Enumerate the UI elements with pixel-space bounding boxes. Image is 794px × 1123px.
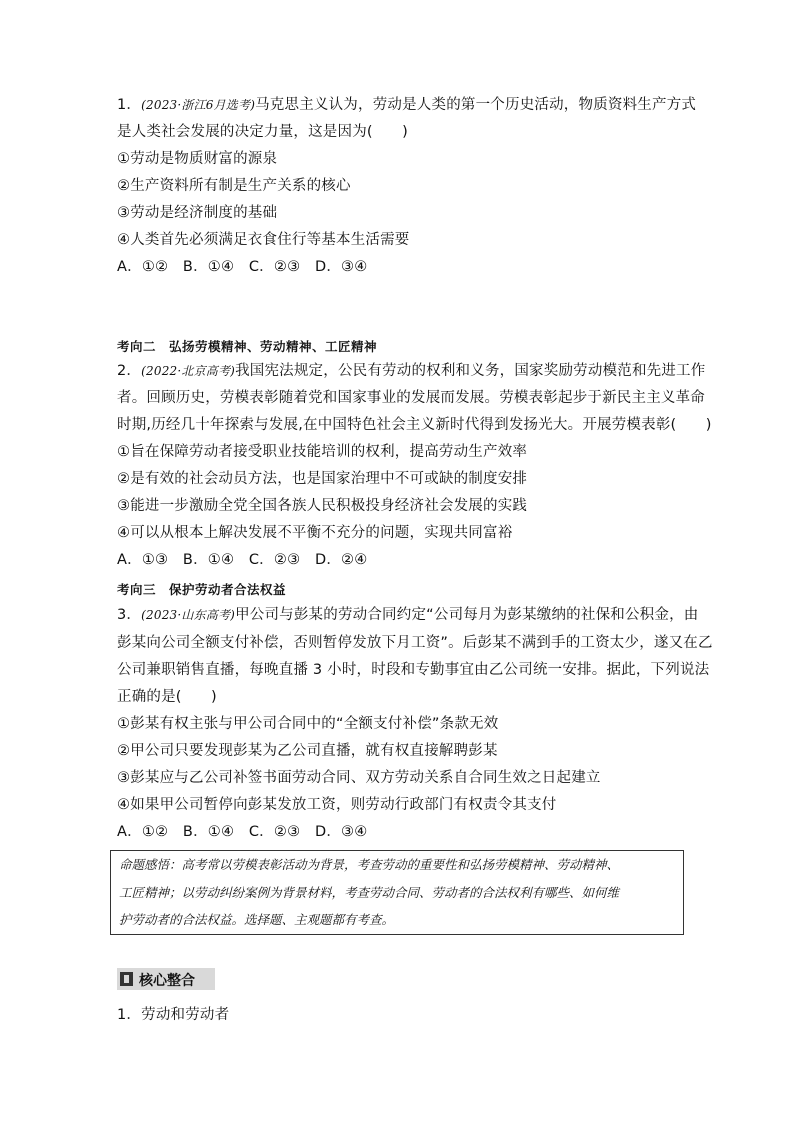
q2-stem-1: 我国宪法规定，公民有劳动的权利和义务，国家奖励劳动模范和先进工作	[235, 363, 706, 379]
item-1-heading: 1．劳动和劳动者	[117, 1007, 230, 1023]
q2-choices: A．①③ B．①④ C．②③ D．②④	[117, 552, 368, 568]
core-integration-label: 核心整合	[139, 973, 195, 989]
q3-option-3: ③彭某应与乙公司补签书面劳动合同、双方劳动关系自合同生效之日起建立	[117, 770, 601, 786]
q3-number: 3．	[117, 607, 142, 623]
q1-option-4: ④人类首先必须满足衣食住行等基本生活需要	[117, 232, 410, 248]
q2-option-3: ③能进一步激励全党全国各族人民积极投身经济社会发展的实践	[117, 498, 528, 514]
q1-option-3: ③劳动是经济制度的基础	[117, 205, 278, 221]
q3-stem-1: 甲公司与彭某的劳动合同约定“公司每月为彭某缴纳的社保和公积金，由	[235, 607, 699, 623]
q3-stem-line-2: 彭某向公司全额支付补偿，否则暂停发放下月工资”。后彭某不满到手的工资太少，遂又在乙	[117, 635, 713, 651]
q3-option-4: ④如果甲公司暂停向彭某发放工资，则劳动行政部门有权责令其支付	[117, 797, 557, 813]
q2-option-1: ①旨在保障劳动者接受职业技能培训的权利，提高劳动生产效率	[117, 444, 528, 460]
q3-option-2: ②甲公司只要发现彭某为乙公司直播，就有权直接解聘彭某	[117, 743, 498, 759]
q1-option-1: ①劳动是物质财富的源泉	[117, 151, 278, 167]
note-line-2: 工匠精神；以劳动纠纷案例为背景材料，考查劳动合同、劳动者的合法权利有哪些、如何维	[119, 885, 620, 900]
q3-source: (2023·山东高考)	[141, 608, 236, 622]
section-2-heading: 考向二 弘扬劳模精神、劳动精神、工匠精神	[117, 339, 378, 354]
note-line-1: 命题感悟：高考常以劳模表彰活动为背景，考查劳动的重要性和弘扬劳模精神、劳动精神、	[119, 857, 620, 872]
q2-stem-line-2: 者。回顾历史，劳模表彰随着党和国家事业的发展而发展。劳模表彰起步于新民主主义革命	[117, 390, 705, 406]
q1-option-2: ②生产资料所有制是生产关系的核心	[117, 178, 351, 194]
q2-source: (2022·北京高考)	[141, 364, 236, 378]
q3-option-1: ①彭某有权主张与甲公司合同中的“全额支付补偿”条款无效	[117, 716, 499, 732]
insight-note-box	[110, 850, 684, 935]
q2-stem-line-3: 时期,历经几十年探索与发展,在中国特色社会主义新时代得到发扬光大。开展劳模表彰( )	[117, 417, 712, 433]
q2-option-2: ②是有效的社会动员方法，也是国家治理中不可或缺的制度安排	[117, 471, 528, 487]
q1-number: 1．	[117, 97, 142, 113]
note-line-3: 护劳动者的合法权益。选择题、主观题都有考查。	[119, 912, 395, 927]
q1-stem-line-1	[117, 95, 696, 115]
q2-number: 2．	[117, 363, 142, 379]
q2-stem-line-1	[117, 361, 705, 381]
q3-stem-line-3: 公司兼职销售直播，每晚直播 3 小时，时段和专勤事宜由乙公司统一安排。据此，下列说法	[117, 662, 710, 678]
section-marker-icon	[120, 972, 133, 986]
q1-stem-1: 马克思主义认为，劳动是人类的第一个历史活动，物质资料生产方式	[255, 97, 697, 113]
q2-option-4: ④可以从根本上解决发展不平衡不充分的问题，实现共同富裕	[117, 525, 513, 541]
q1-stem-line-2: 是人类社会发展的决定力量，这是因为( )	[117, 124, 409, 140]
section-3-heading: 考向三 保护劳动者合法权益	[117, 582, 287, 597]
q3-choices: A．①② B．①④ C．②③ D．③④	[117, 824, 368, 840]
q1-source: (2023·浙江6月选考)	[141, 98, 256, 112]
q1-choices: A．①② B．①④ C．②③ D．③④	[117, 259, 368, 275]
q3-stem-line-4: 正确的是( )	[117, 689, 217, 705]
core-integration-tag	[117, 968, 215, 990]
q3-stem-line-1	[117, 605, 698, 625]
